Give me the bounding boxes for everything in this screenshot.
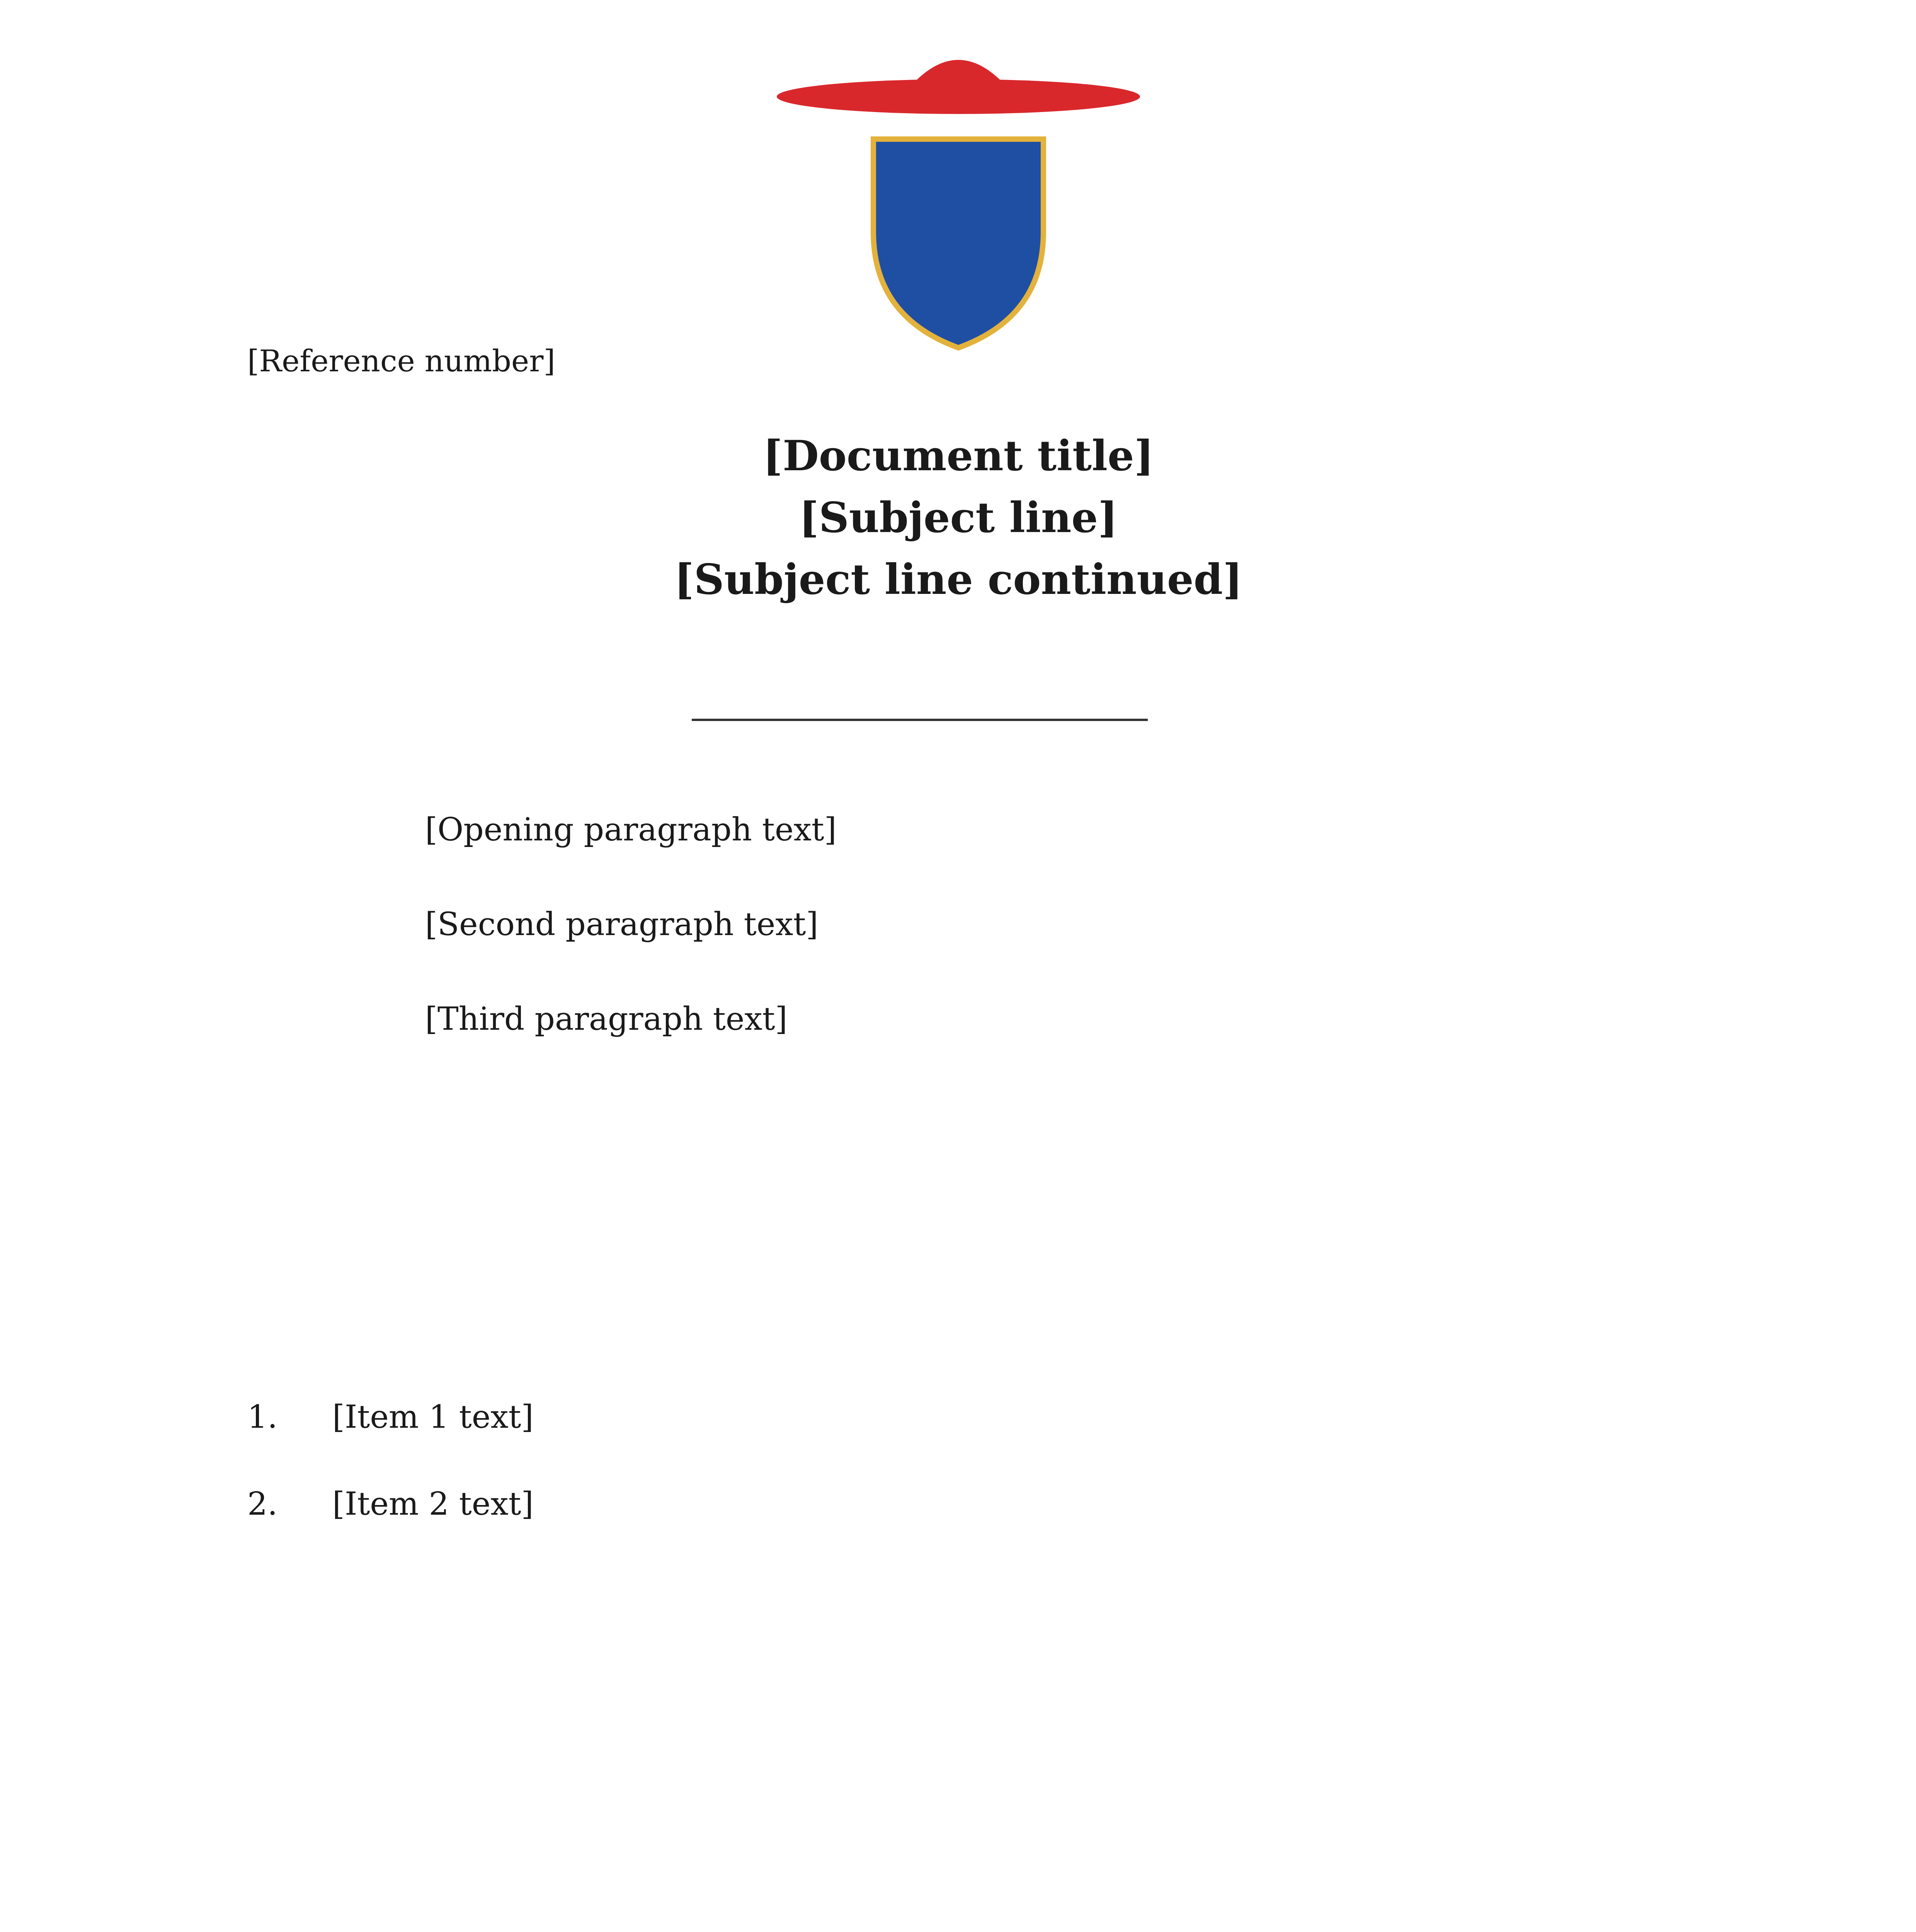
title-divider — [692, 719, 1148, 721]
paragraph-2: [Second paragraph text] — [425, 906, 818, 943]
subject-line-continued: [Subject line continued] — [674, 555, 1243, 604]
document-title: [Document title] — [763, 432, 1154, 480]
coat-of-arms-crest — [746, 23, 1171, 371]
paragraph-1: [Opening paragraph text] — [425, 811, 837, 848]
list-item-number: 1. — [247, 1399, 278, 1435]
subject-line: [Subject line] — [799, 493, 1118, 542]
numbered-list — [247, 1391, 1592, 1565]
crest-shield — [873, 139, 1043, 348]
list-item — [247, 1391, 1592, 1443]
list-item — [247, 1478, 1592, 1530]
list-item-text: [Item 2 text] — [332, 1486, 534, 1522]
title-block — [247, 425, 1669, 611]
intro-paragraphs — [294, 804, 1592, 1088]
reference-number: [Reference number] — [247, 344, 555, 379]
crest-galero-crown — [908, 60, 1009, 89]
list-item-text: [Item 1 text] — [332, 1399, 534, 1435]
list-item-number: 2. — [247, 1486, 278, 1522]
paragraph-3: [Third paragraph text] — [425, 1001, 788, 1037]
